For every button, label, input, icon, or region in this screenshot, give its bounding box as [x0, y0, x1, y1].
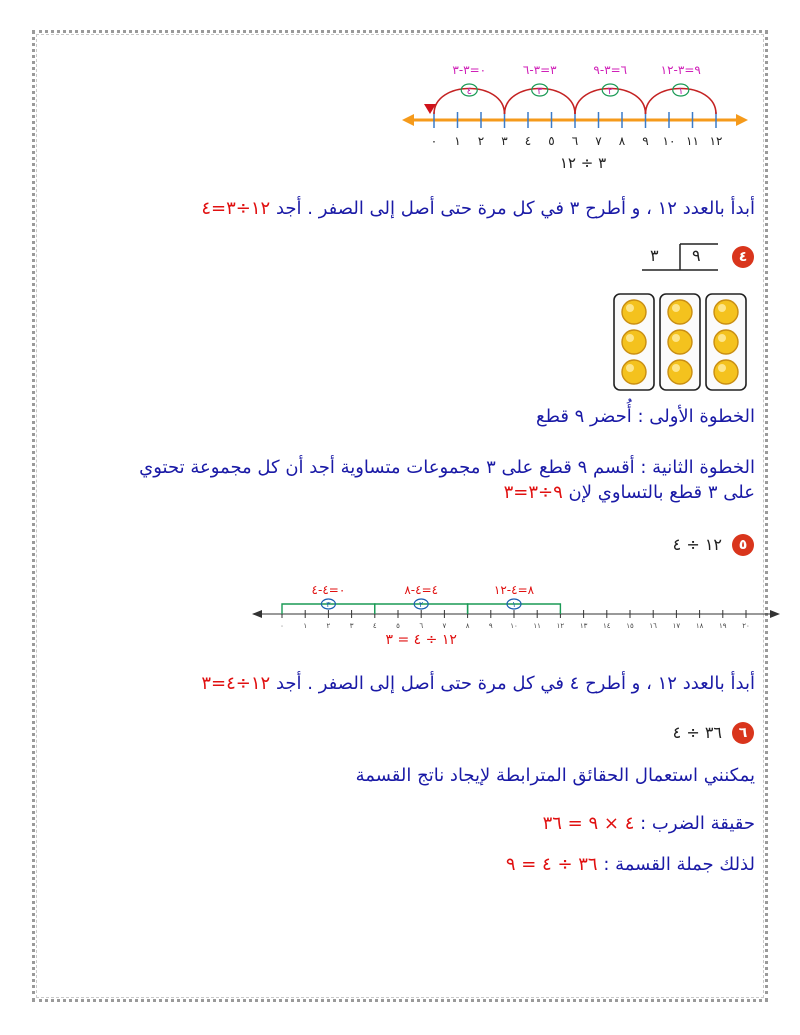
step-equation: ٠=٤-٤ — [311, 583, 346, 597]
counter-highlight — [672, 334, 680, 342]
number-line-12-div-3 — [400, 58, 760, 178]
arrow-right-icon — [770, 610, 780, 618]
tick-label: ٧ — [595, 134, 602, 148]
step-number: ٢ — [419, 600, 424, 609]
tick-label: ٠ — [280, 622, 284, 630]
div-value: ٣٦ ÷ ٤ = ٩ — [505, 854, 598, 875]
exercise-badge-5: ٥ — [732, 534, 754, 556]
counter-icon — [622, 360, 646, 384]
step-number: ١ — [511, 600, 517, 609]
step-number: ٣ — [326, 600, 331, 609]
fact-label: حقيقة الضرب : — [640, 813, 755, 834]
ex6-fact — [543, 812, 755, 836]
tick-label: ١ — [303, 622, 308, 630]
step-equation: ٣=٣-٦ — [522, 63, 557, 77]
dividend: ٩ — [692, 246, 701, 265]
step2b-text: على ٣ قطع بالتساوي لإن — [568, 482, 755, 503]
step-number: ٤ — [466, 86, 472, 97]
exercise-badge-4: ٤ — [732, 246, 754, 268]
step-equation: ٨=٤-١٢ — [493, 583, 535, 597]
arrow-left-icon — [402, 114, 414, 126]
ex6-div — [506, 853, 755, 877]
tick-label: ١٩ — [719, 622, 727, 630]
tick-label: ١٢ — [709, 134, 723, 148]
step2-cont — [504, 481, 755, 505]
tick-label: ٨ — [618, 134, 626, 148]
div-label: لذلك جملة القسمة : — [603, 854, 755, 875]
step-number: ٢ — [607, 86, 613, 97]
tick-label: ٤ — [524, 134, 532, 148]
ex6-line1: يمكنني استعمال الحقائق المترابطة لإيجاد ناتج القسمة — [355, 765, 755, 786]
tick-label: ٩ — [642, 134, 649, 148]
counter-icon — [714, 360, 738, 384]
tick-label: ١٨ — [695, 622, 704, 630]
tick-label: ٥ — [396, 622, 400, 630]
number-line-12-div-4 — [252, 578, 782, 648]
counter-icon — [668, 300, 692, 324]
counter-icon — [622, 300, 646, 324]
tick-label: ١٠ — [662, 134, 676, 148]
counter-highlight — [718, 304, 726, 312]
instruction-text: أبدأ بالعدد ١٢ ، و أطرح ٣ في كل مرة حتى أصل إلى الصفر . أجد — [275, 198, 755, 219]
counter-icon — [668, 330, 692, 354]
tick-label: ١١ — [686, 134, 699, 148]
tick-label: ٩ — [488, 622, 493, 630]
ex5-problem: ١٢ ÷ ٤ — [672, 535, 722, 554]
counter-highlight — [718, 364, 726, 372]
exercise-badge-6: ٦ — [732, 722, 754, 744]
ex5-answer: ١٢÷٤=٣ — [201, 673, 271, 694]
tick-label: ١٤ — [603, 622, 611, 630]
counter-highlight — [672, 364, 680, 372]
tick-label: ١٥ — [626, 622, 634, 630]
tick-label: ١٦ — [649, 622, 657, 630]
tick-label: ٤ — [372, 622, 377, 630]
counter-highlight — [626, 334, 634, 342]
tick-label: ٥ — [548, 134, 555, 148]
tick-label: ١١ — [533, 622, 541, 630]
tick-label: ٣ — [349, 622, 354, 630]
step-equation: ٦=٣-٩ — [593, 63, 628, 77]
tick-label: ١ — [454, 134, 461, 148]
step2: الخطوة الثانية : أقسم ٩ قطع على ٣ مجموعات متساوية أجد أن كل مجموعة تحتوي — [139, 457, 755, 478]
tick-label: ٣ — [501, 134, 508, 148]
counter-highlight — [672, 304, 680, 312]
counter-highlight — [626, 364, 634, 372]
tick-label: ٢٠ — [742, 622, 750, 630]
arrow-right-icon — [736, 114, 748, 126]
counter-highlight — [718, 334, 726, 342]
step-equation: ٩=٣-١٢ — [660, 63, 701, 77]
step1: الخطوة الأولى : أُحضر ٩ قطع — [535, 406, 755, 427]
tick-label: ٠ — [430, 134, 438, 148]
ex5-instruction: أبدأ بالعدد ١٢ ، و أطرح ٤ في كل مرة حتى أصل إلى الصفر . أجد — [275, 673, 755, 694]
counter-icon — [714, 300, 738, 324]
ex6-problem: ٣٦ ÷ ٤ — [672, 723, 722, 742]
counters-groups — [612, 292, 748, 394]
text-line-1 — [201, 197, 755, 221]
counter-highlight — [626, 304, 634, 312]
tick-label: ١٧ — [672, 622, 681, 630]
tick-label: ٢ — [477, 134, 485, 148]
tick-label: ٧ — [442, 622, 447, 630]
step2b-answer: ٩÷٣=٣ — [503, 482, 563, 503]
tick-label: ٨ — [465, 622, 470, 630]
tick-label: ٦ — [571, 134, 579, 148]
fact-value: ٤ × ٩ = ٣٦ — [542, 813, 635, 834]
arrow-left-icon — [252, 610, 262, 618]
step-number: ٣ — [537, 86, 543, 97]
step-equation: ٤=٤-٨ — [404, 583, 439, 597]
ex5-text-line — [201, 672, 755, 696]
step-equation: ٠=٣-٣ — [452, 63, 487, 77]
tick-label: ٦ — [419, 622, 424, 630]
answer-text: ١٢÷٣=٤ — [201, 198, 271, 219]
step-number: ١ — [678, 86, 684, 97]
counter-icon — [714, 330, 738, 354]
tick-label: ١٣ — [579, 622, 588, 630]
number-line-caption: ١٢ ÷ ٤ = ٣ — [385, 632, 457, 648]
counter-icon — [622, 330, 646, 354]
tick-label: ٢ — [326, 622, 331, 630]
counter-icon — [668, 360, 692, 384]
number-line-caption: ٣ ÷ ١٢ — [559, 154, 607, 172]
tick-label: ١٠ — [510, 622, 518, 630]
divisor: ٣ — [650, 246, 659, 265]
tick-label: ١٢ — [556, 622, 565, 630]
